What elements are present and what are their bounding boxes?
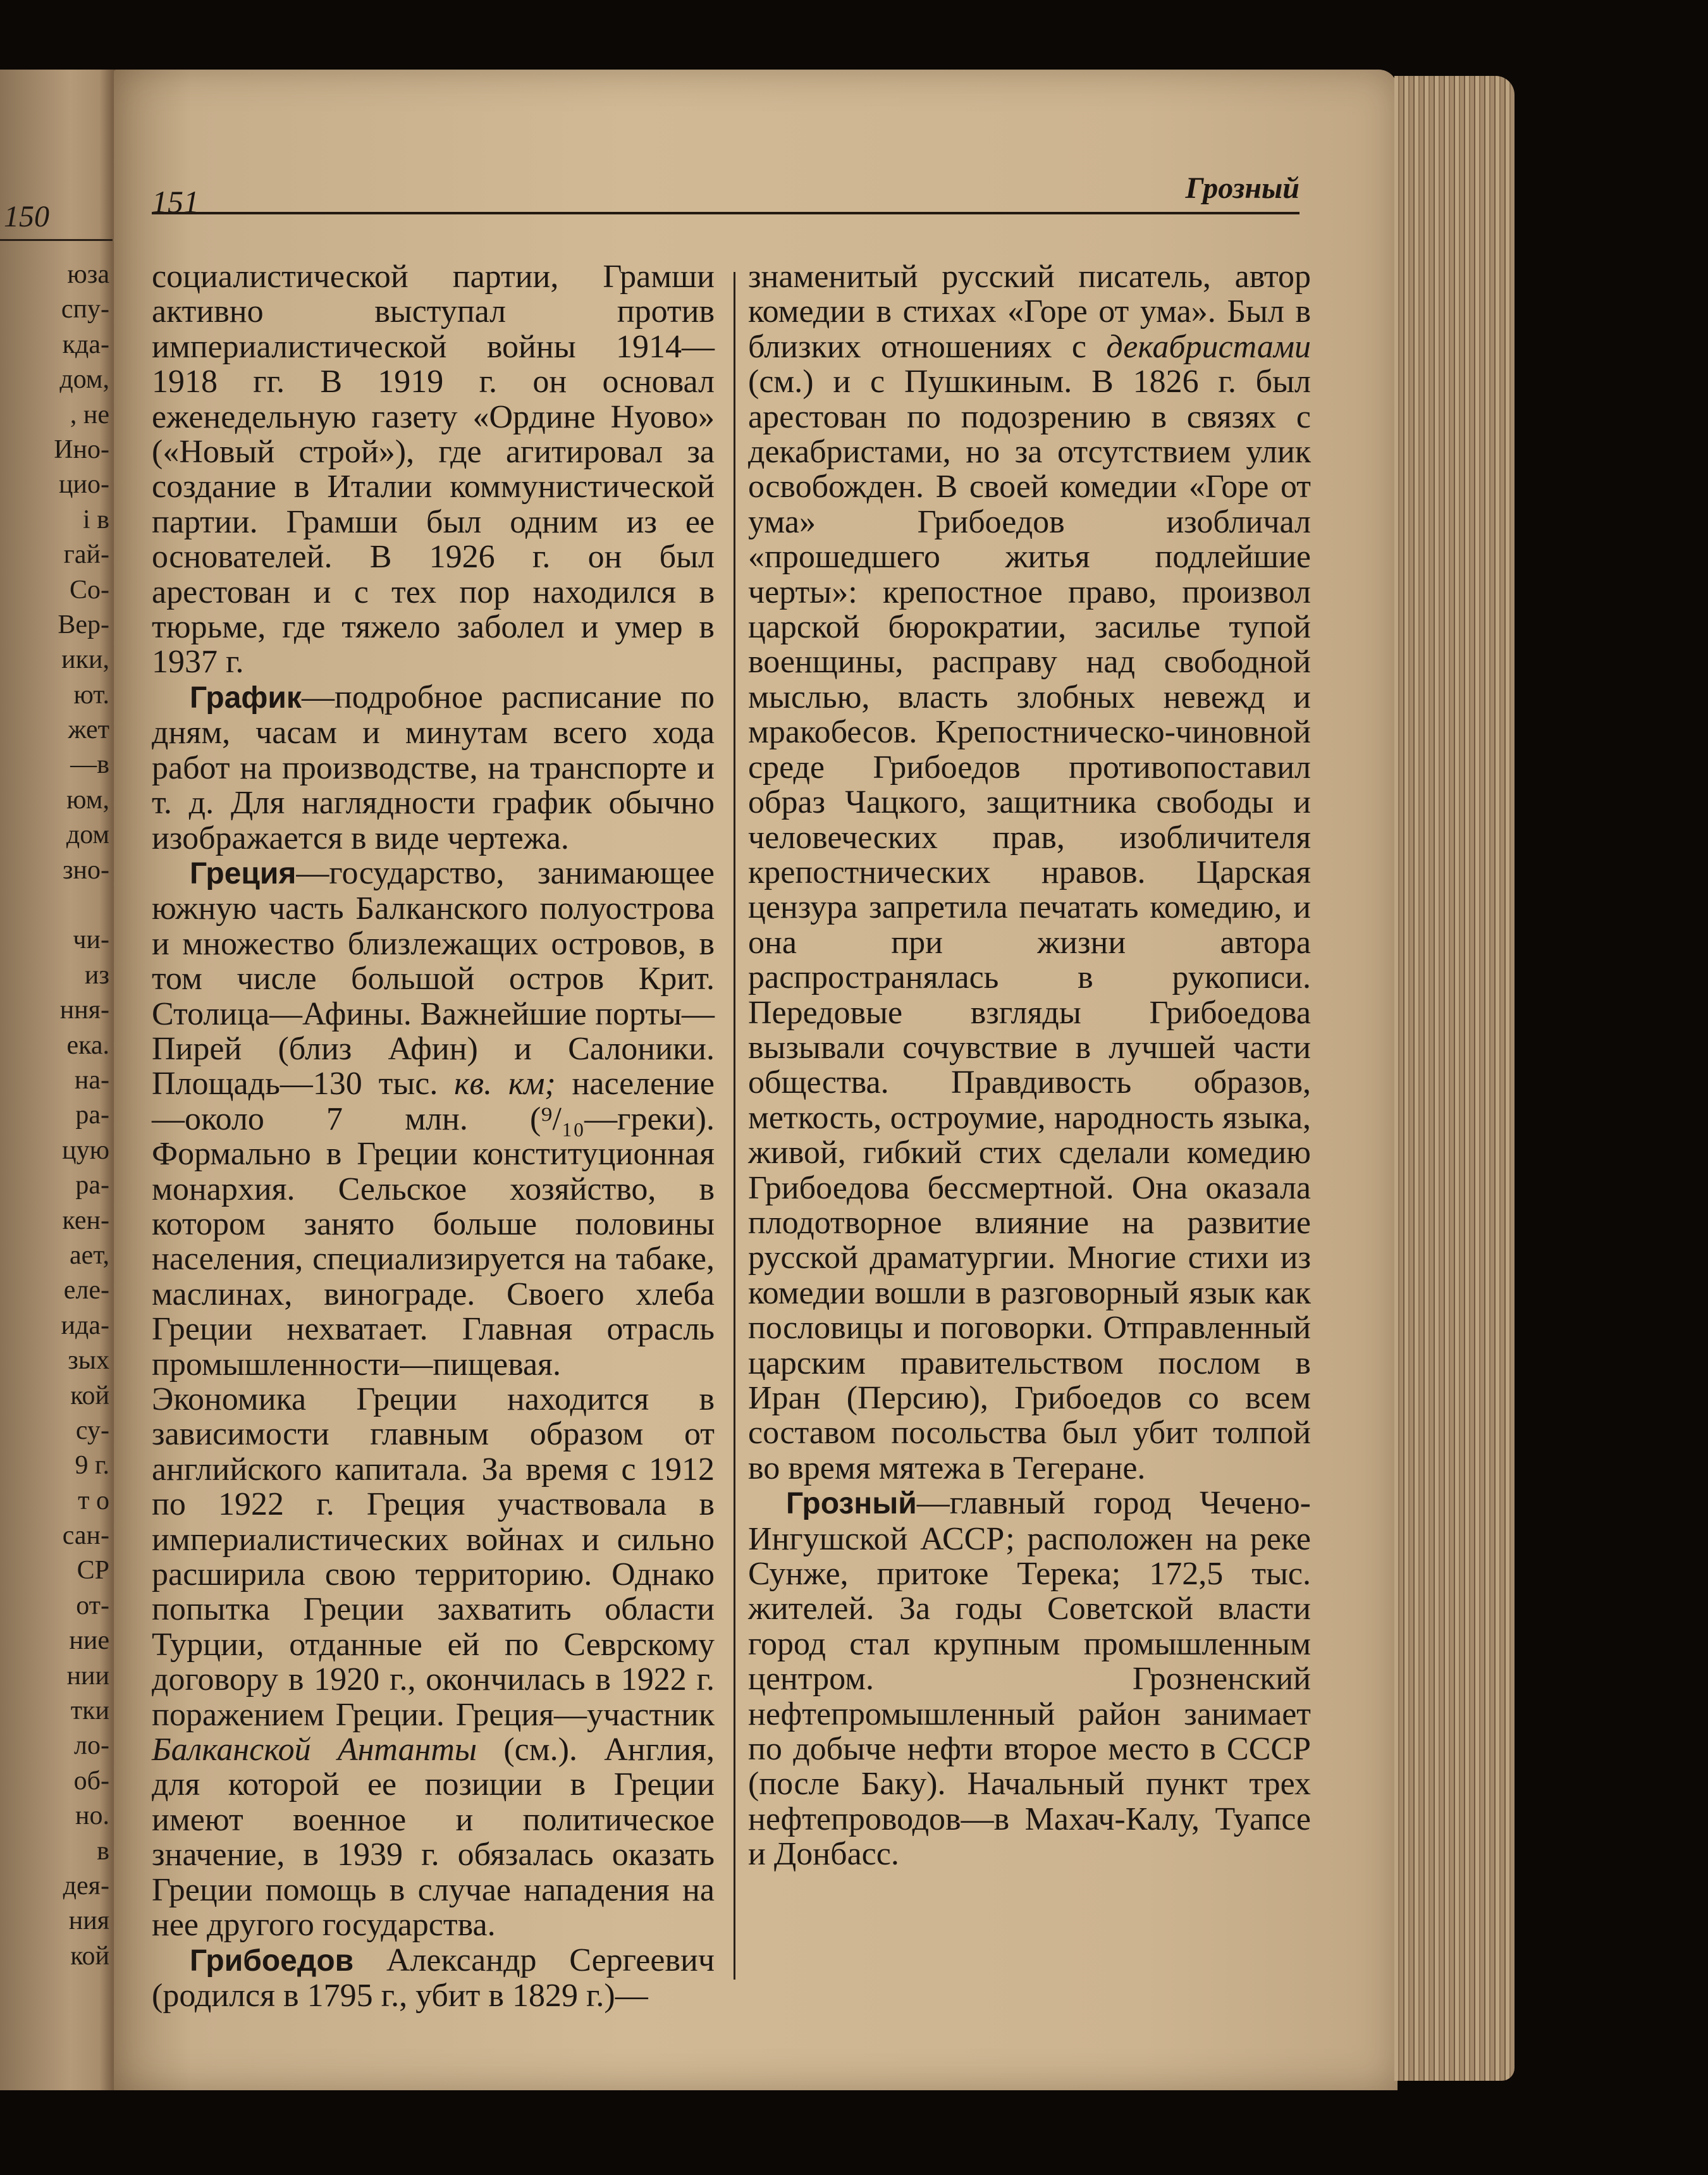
left-page-line-fragment: но. <box>75 1801 109 1831</box>
left-page-line-fragment: из <box>84 960 109 990</box>
left-page-line-fragment: дом <box>66 820 109 850</box>
left-page-line-fragment: в <box>97 1836 109 1866</box>
left-page-line-fragment: кой <box>70 1381 109 1410</box>
left-page-line-fragment: Ино- <box>54 434 109 464</box>
left-page-line-fragment: дом, <box>59 365 109 395</box>
units-italic: кв. км; <box>454 1066 556 1102</box>
left-page-line-fragment: т о <box>78 1486 109 1515</box>
left-page-line-fragment: ики, <box>61 645 109 675</box>
column-separator <box>734 272 735 1980</box>
left-page-line-fragment: зно- <box>62 855 109 885</box>
left-page-line-fragment: еле- <box>63 1276 109 1305</box>
left-page-line-fragment: ют. <box>73 680 109 710</box>
left-page-line-fragment: , не <box>70 400 109 429</box>
left-page-line-fragment: об- <box>73 1766 109 1796</box>
entry-griboedov <box>152 1943 715 2014</box>
left-page-line-fragment: кой <box>70 1941 109 1971</box>
entry-text: население—около 7 млн. (⁹/₁₀—греки). Формально в Греции конституционная монархия. Сельское хозяйство, в котором занято больше половины населения, специализируется на табаке, маслинах, винограде. Своего хлеба Греции нехватает. Главная отрасль промышленности—пищевая. Экономика Греции находится в зависимости главным образом от английского капитала. За время с 1912 по 1922 г. Греция участвовала в империалистических войнах и сильно расширила свою территорию. Однако попытка Греции захватить области Турции, отданные ей по Севрскому договору в 1920 г., окончилась в 1922 г. поражением Греции. Греция—участник <box>152 1066 715 1733</box>
column-left <box>152 259 715 2013</box>
left-page-line-fragment <box>2 890 109 925</box>
left-page-line-fragment: ает, <box>70 1240 109 1270</box>
entry-term: Грибоедов <box>190 1944 354 1978</box>
left-page-line-fragment: зых <box>68 1346 109 1376</box>
left-page-line-fragment: СР <box>77 1556 109 1586</box>
running-head: Грозный <box>1185 171 1299 205</box>
left-page-line-fragment: кен- <box>62 1205 109 1235</box>
left-page-line-fragment: ра- <box>75 1100 109 1130</box>
entry-grafik <box>152 680 715 856</box>
page-edges <box>1394 76 1514 2081</box>
left-page-line-fragment: тки <box>70 1696 109 1726</box>
left-page-line-fragment: ння- <box>59 995 109 1025</box>
entry-text: —главный город Чечено-Ингушской АССР; расположен на реке Сунже, притоке Терека; 172,5 тыс. жителей. За годы Советской власти город стал крупным промышленным центром. Грозненский нефтепромышленный район занимает по добыче нефти второе место в СССР (после Баку). Начальный пункт трех нефтепроводов—в Махач-Калу, Туапсе и Донбасс. <box>748 1485 1311 1873</box>
left-page-line-fragment: Вер- <box>58 610 109 639</box>
left-page-line-fragment: 9 г. <box>75 1451 109 1481</box>
left-page-line-fragment: цио- <box>59 470 109 500</box>
column-right <box>748 259 1311 1872</box>
left-page-line-fragment: сан- <box>62 1521 109 1551</box>
left-page <box>0 70 117 2090</box>
entry-term: Греция <box>190 856 297 890</box>
page-number: 151 <box>152 184 199 219</box>
left-page-line-fragment: Со- <box>70 575 109 605</box>
left-page-line-fragment: юм, <box>66 785 109 815</box>
left-page-line-fragment: от- <box>76 1591 109 1620</box>
left-page-line-fragment: ние <box>69 1626 109 1656</box>
cross-reference: декабристами <box>1106 328 1311 365</box>
left-page-line-fragment: цую <box>62 1135 109 1165</box>
left-page-line-fragment: юза <box>67 260 109 289</box>
left-page-line-fragment: су- <box>75 1415 109 1445</box>
left-page-rule <box>0 239 113 241</box>
entry-grozny <box>748 1486 1311 1871</box>
left-page-line-fragment: ния <box>68 1906 109 1936</box>
entry-text: (см.) и с Пушкиным. В 1826 г. был арестован по подозрению в связях с декабристами, но за отсутствием улик освобожден. В своей комедии «Горе от ума» Грибоедов изобличал «прошедшего житья подлейшие черты»: крепостное право, произвол царской бюрократии, засилье тупой военщины, расправу над свободной мыслью, власть злобных невежд и мракобесов. Крепостническо-чиновной среде Грибоедов противопоставил образ Чацкого, защитника свободы и человеческих прав, изобличителя крепостнических нравов. Царская цензура запретила печатать комедию, и она при жизни автора распространялась в рукописи. Передовые взгляды Грибоедова вызывали сочувствие в лучшей части общества. Правдивость образов, меткость, остроумие, народность языка, живой, гибкий стих сделали комедию Грибоедова бессмертной. Она оказала плодотворное влияние на развитие русской драматургии. Многие стихи из комедии вошли в разговорный язык как пословицы и поговорки. Отправленный царским правительством послом в Иран (Персию), Грибоедов со всем составом посольства был убит толпой во время мятежа в Тегеране. <box>748 364 1311 1486</box>
left-page-line-fragment: гай- <box>63 540 109 570</box>
entry-text: —государство, занимающее южную часть Балканского полуострова и множество близлежащих островов, в том числе большой остров Крит. Столица—Афины. Важнейшие порты—Пирей (близ Афин) и Салоники. Площадь—130 тыс. <box>152 854 715 1102</box>
cross-reference: Балканской Антанты <box>152 1732 477 1768</box>
left-page-line-fragment: дея- <box>63 1871 109 1901</box>
left-page-line-fragment: кда- <box>62 330 109 359</box>
left-page-line-fragment: ида- <box>61 1310 109 1340</box>
left-page-line-fragment: ра- <box>75 1171 109 1200</box>
left-page-line-fragment: чи- <box>73 925 109 955</box>
left-page-number: 150 <box>4 200 49 233</box>
left-page-line-fragment: жет <box>68 715 109 745</box>
left-page-line-fragment: на- <box>74 1065 109 1095</box>
entry-text: (см.). Англия, для которой ее позиции в Греции имеют военное и политическое значение, в 1939 г. обязалась оказать Греции помощь в случае нападения на нее другого государства. <box>152 1732 715 1944</box>
left-page-line-fragments <box>2 259 109 1976</box>
left-page-line-fragment: нии <box>66 1661 109 1691</box>
left-page-line-fragment: ло- <box>74 1731 109 1761</box>
entry-text: Александр Сергеевич (родился в 1795 г., убит в 1829 г.)— <box>152 1942 715 2014</box>
entry-text: знаменитый русский писатель, автор комедии в стихах «Горе от ума». Был в близких отношениях с <box>748 259 1311 365</box>
entry-term: Грозный <box>786 1487 917 1521</box>
griboedov-continuation <box>748 259 1311 1486</box>
left-page-line-fragment: ека. <box>66 1030 109 1060</box>
left-page-line-fragment: і в <box>83 505 109 534</box>
gramsci-continuation: социалистической партии, Грамши активно выступал против империалистической войны 1914—1918 гг. В 1919 г. он основал еженедельную газету «Ордине Нуово» («Новый строй»), где агитировал за создание в Италии коммунистической партии. Грамши был одним из ее основателей. В 1926 г. он был арестован и с тех пор находился в тюрьме, где тяжело заболел и умер в 1937 г. <box>152 259 715 681</box>
left-page-line-fragment: спу- <box>61 295 109 324</box>
left-page-line-fragment: —в <box>70 750 109 780</box>
entry-greciya <box>152 856 715 1943</box>
entry-text: —подробное расписание по дням, часам и минутам всего хода работ на производстве, на транспорте и т. д. Для наглядности график обычно изображается в виде чертежа. <box>152 679 715 856</box>
entry-term: График <box>190 681 302 715</box>
header-rule <box>152 212 1299 214</box>
